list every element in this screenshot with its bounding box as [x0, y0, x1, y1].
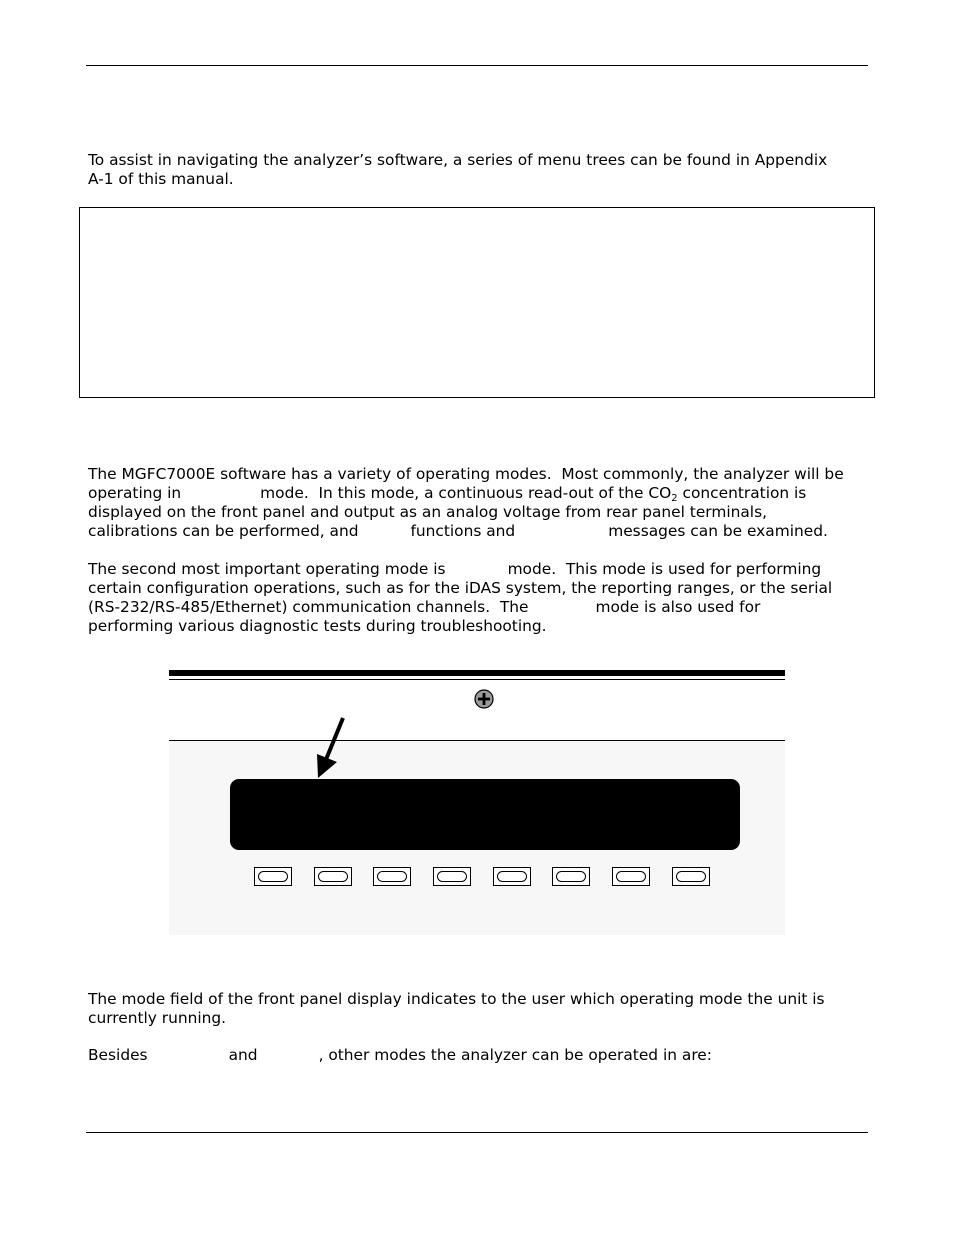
modes-line-4: calibrations can be performed, and functions and messages can be examined. [88, 522, 828, 540]
setup-paragraph [88, 560, 868, 636]
modes-line-3: displayed on the front panel and output as an analog voltage from rear panel terminals, [88, 503, 767, 521]
note-box [79, 207, 875, 398]
figure-top-rule [169, 679, 785, 680]
co2-subscript: 2 [671, 493, 678, 504]
figure-top-bar [169, 670, 785, 676]
function-key-4[interactable] [433, 867, 471, 886]
footer-rule [86, 1132, 868, 1133]
modes-line-2: operating in mode. In this mode, a continuous read-out of the $CO_2$ concentration is [88, 484, 807, 504]
besides-line: Besides and , other modes the analyzer can be operated in are: [88, 1046, 712, 1064]
mode-field-line-2: currently running. [88, 1009, 227, 1027]
function-key-7[interactable] [612, 867, 650, 886]
arrow-icon [309, 716, 359, 782]
setup-line-4: performing various diagnostic tests during troubleshooting. [88, 617, 547, 635]
mode-field-paragraph [88, 990, 868, 1028]
setup-line-1: The second most important operating mode is mode. This mode is used for performing [88, 560, 822, 578]
function-key-6[interactable] [552, 867, 590, 886]
setup-line-3: (RS-232/RS-485/Ethernet) communication channels. The mode is also used for [88, 598, 761, 616]
header-rule [86, 65, 868, 66]
function-key-8[interactable] [672, 867, 710, 886]
function-key-2[interactable] [314, 867, 352, 886]
intro-line-2: A-1 of this manual. [88, 170, 234, 188]
setup-line-2: certain configuration operations, such as for the iDAS system, the reporting ranges, or the serial [88, 579, 833, 597]
function-key-5[interactable] [493, 867, 531, 886]
function-key-1[interactable] [254, 867, 292, 886]
screw-icon [474, 689, 494, 709]
besides-paragraph [88, 1046, 868, 1065]
lcd-display [230, 779, 740, 850]
modes-line-1: The MGFC7000E software has a variety of operating modes. Most commonly, the analyzer will be [88, 465, 844, 483]
front-panel-figure [169, 670, 785, 934]
modes-paragraph [88, 465, 868, 541]
intro-paragraph [88, 151, 868, 189]
intro-line-1: To assist in navigating the analyzer’s software, a series of menu trees can be found in Appendix [88, 151, 828, 169]
function-key-3[interactable] [373, 867, 411, 886]
mode-field-line-1: The mode field of the front panel display indicates to the user which operating mode the unit is [88, 990, 825, 1008]
